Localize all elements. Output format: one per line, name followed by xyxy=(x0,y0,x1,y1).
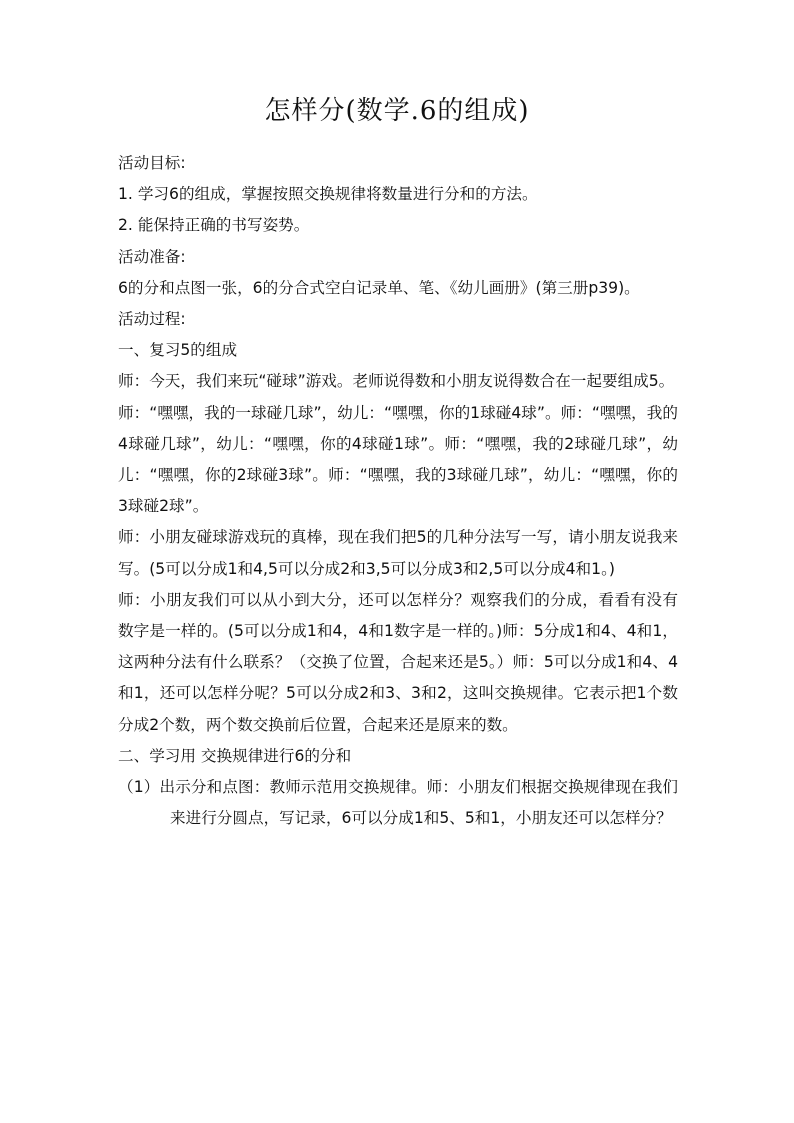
paragraph: 二、学习用 交换规律进行6的分和 xyxy=(118,746,352,765)
list-item: （1）出示分和点图：教师示范用交换规律。师：小朋友们根据交换规律现在我们来进行分圆点，写记录，6可以分成1和5、5和1，小朋友还可以怎样分？ xyxy=(118,778,678,828)
paragraph: 活动目标: xyxy=(118,154,186,172)
paragraph: 活动过程: xyxy=(118,310,186,329)
document-body xyxy=(118,148,678,834)
paragraph: 2. 能保持正确的书写姿势。 xyxy=(118,216,310,235)
paragraph: 活动准备: xyxy=(118,247,186,266)
paragraph: 一、复习5的组成 xyxy=(118,341,238,360)
paragraph: 1. 学习6的组成，掌握按照交换规律将数量进行分和的方法。 xyxy=(118,185,538,204)
paragraph: 师：小朋友我们可以从小到大分，还可以怎样分？观察我们的分成，看看有没有数字是一样的。(5可以分成1和4，4和1数字是一样的。)师：5分成1和4、4和1，这两种分法有什么联系？（交换了位置，合起来还是5。）师：5可以分成1和4、4和1，还可以怎样分呢？5可以分成2和3、3和2，这叫交换规律。它表示把1个数分成2个数，两个数交换前后位置，合起来还是原来的数。 xyxy=(118,590,678,734)
paragraph: 6的分和点图一张，6的分合式空白记录单、笔、《幼儿画册》(第三册p39)。 xyxy=(118,278,640,297)
paragraph: 师：小朋友碰球游戏玩的真棒，现在我们把5的几种分法写一写，请小朋友说我来写。(5可以分成1和4,5可以分成2和3,5可以分成3和2,5可以分成4和1。) xyxy=(118,528,678,578)
paragraph: 师：今天，我们来玩“碰球”游戏。老师说得数和小朋友说得数合在一起要组成5。 xyxy=(118,372,675,391)
paragraph: 师：“嘿嘿，我的一球碰几球”，幼儿：“嘿嘿，你的1球碰4球”。师：“嘿嘿，我的4球碰几球”，幼儿：“嘿嘿，你的4球碰1球”。师：“嘿嘿，我的2球碰几球”，幼儿：“嘿嘿，你的2球碰3球”。师：“嘿嘿，我的3球碰几球”，幼儿：“嘿嘿，你的3球碰2球”。 xyxy=(118,403,678,516)
page-title: 怎样分(数学.6的组成) xyxy=(264,96,530,126)
